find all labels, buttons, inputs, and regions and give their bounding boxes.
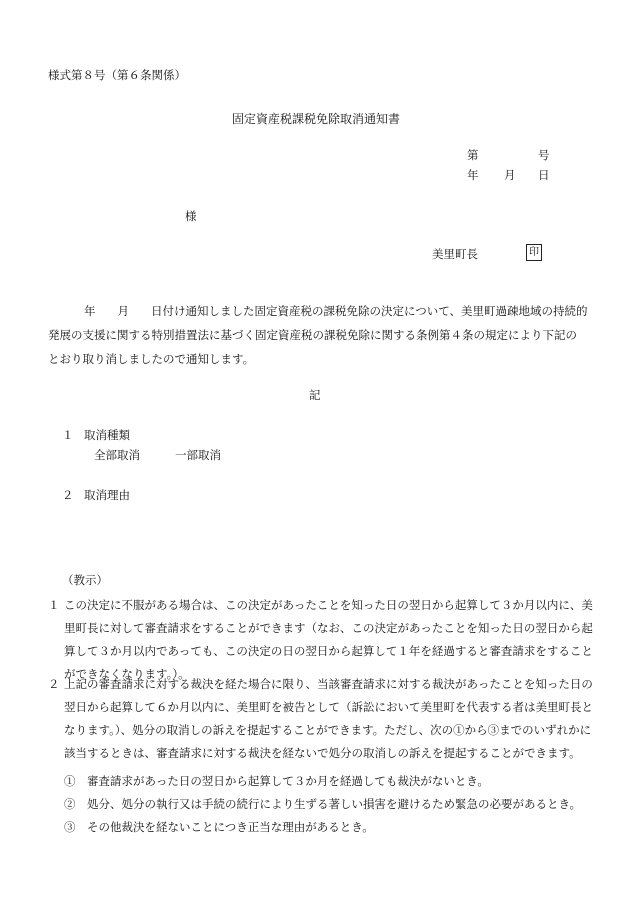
date-year: 年: [467, 168, 479, 182]
doc-number-go: 号: [538, 148, 550, 162]
section2-number: ２: [62, 488, 74, 502]
option-full-cancel: 全部取消: [94, 448, 140, 462]
document-title: 固定資産税課税免除取消通知書: [232, 112, 401, 126]
body-text: 日付け通知しました固定資産税の課税免除の決定について、美里町過疎地域の持続的発展の支援に関する特別措置法に基づく固定資産税の課税免除に関する条例第４条の規定により下記のとおり取り消しましたので通知します。: [48, 304, 588, 366]
body-paragraph: [48, 299, 588, 371]
body-year: 年: [84, 304, 96, 318]
notice-sub-3: ③ その他裁決を経ないことにつき正当な理由があるとき。: [64, 820, 374, 834]
form-number: 様式第８号（第６条関係）: [48, 68, 186, 82]
notice-item-2-number: ２: [48, 677, 60, 691]
section1-number: １: [62, 428, 74, 442]
seal-mark: [526, 244, 542, 261]
notice-item-2: [48, 673, 593, 765]
notice-item-2-text: 上記の審査請求に対する裁決を経た場合に限り、当該審査請求に対する裁決があったことを知った日の翌日から起算して６か月以内に、美里町を被告として（訴訟において美里町を代表する者は美里町長となります。）、処分の取消しの訴えを提起することができます。ただし、次の①から③までのいずれかに該当するときは、審査請求に対する裁決を経ないで処分の取消しの訴えを提起することができます。: [64, 677, 593, 760]
notice-heading: （教示）: [62, 573, 108, 587]
date-month: 月: [504, 168, 516, 182]
notice-item-1-text: この決定に不服がある場合は、この決定があったことを知った日の翌日から起算して３か月以内に、美里町長に対して審査請求をすることができます（なお、この決定があったことを知った日の翌日から起算して３か月以内であっても、この決定の日の翌日から起算して１年を経過すると審査請求をすることができなくなります。）。: [64, 598, 593, 681]
ki-label: 記: [309, 388, 321, 402]
body-month: 月: [117, 304, 129, 318]
date-day: 日: [538, 168, 550, 182]
section1-label: 取消種類: [84, 428, 130, 442]
seal-text: 印: [526, 244, 542, 261]
issuer-name: 美里町長: [432, 247, 478, 261]
notice-sub-1: ① 審査請求があった日の翌日から起算して３か月を経過しても裁決がないとき。: [64, 774, 489, 788]
section2-label: 取消理由: [84, 488, 130, 502]
notice-item-1-number: １: [48, 598, 60, 612]
addressee-suffix: 様: [185, 209, 197, 223]
option-partial-cancel: 一部取消: [175, 448, 221, 462]
notice-sub-2: ② 処分、処分の執行又は手続の続行により生ずる著しい損害を避けるため緊急の必要があるとき。: [64, 797, 582, 811]
doc-number-dai: 第: [467, 148, 479, 162]
